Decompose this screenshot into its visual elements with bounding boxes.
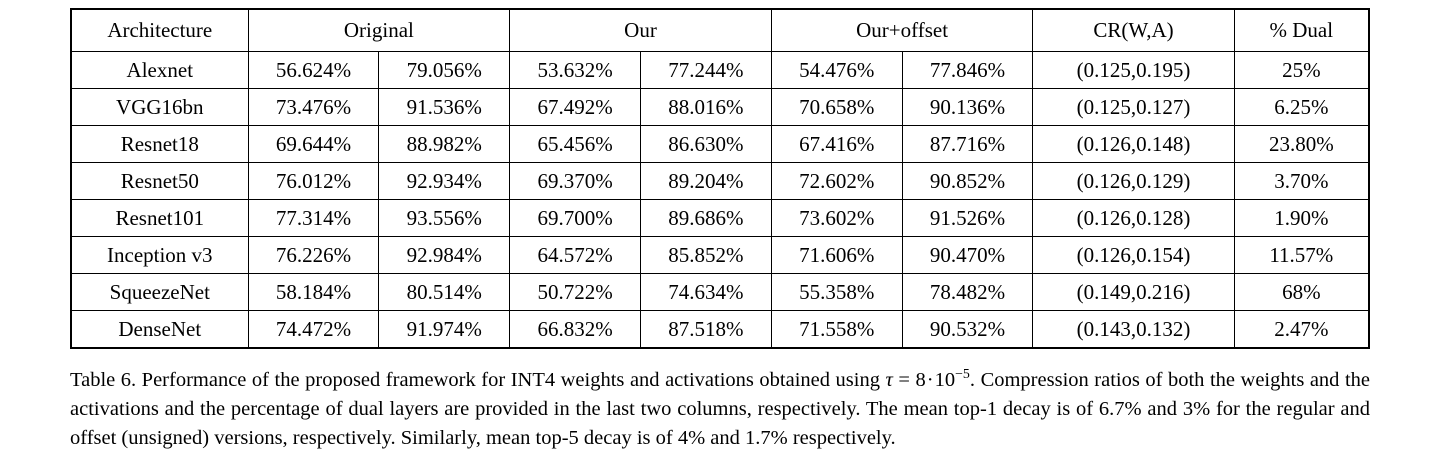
cell-original-top1: 74.472%: [248, 311, 379, 349]
cell-our-top5: 89.686%: [640, 200, 771, 237]
cell-architecture: Resnet50: [71, 163, 248, 200]
table-body: [71, 52, 1369, 349]
cell-offset-top5: 90.136%: [902, 89, 1033, 126]
cell-dual: 25%: [1234, 52, 1369, 89]
cell-cr: (0.126,0.128): [1033, 200, 1234, 237]
caption-equals: =: [892, 368, 916, 391]
cell-dual: 23.80%: [1234, 126, 1369, 163]
cell-our-top1: 65.456%: [510, 126, 641, 163]
table-container: [70, 8, 1370, 349]
cell-architecture: Inception v3: [71, 237, 248, 274]
cell-our-top5: 74.634%: [640, 274, 771, 311]
cell-original-top1: 69.644%: [248, 126, 379, 163]
cell-dual: 1.90%: [1234, 200, 1369, 237]
cell-original-top1: 76.012%: [248, 163, 379, 200]
cell-original-top5: 92.934%: [379, 163, 510, 200]
cell-architecture: SqueezeNet: [71, 274, 248, 311]
table-row: [71, 274, 1369, 311]
table-row: [71, 200, 1369, 237]
cell-our-top5: 85.852%: [640, 237, 771, 274]
cell-our-top5: 88.016%: [640, 89, 771, 126]
cell-offset-top1: 71.558%: [771, 311, 902, 349]
cell-our-top5: 87.518%: [640, 311, 771, 349]
cell-our-top1: 64.572%: [510, 237, 641, 274]
performance-table: [70, 8, 1370, 349]
cell-offset-top5: 90.852%: [902, 163, 1033, 200]
cell-dual: 68%: [1234, 274, 1369, 311]
column-header-original: Original: [248, 9, 510, 52]
cell-offset-top1: 71.606%: [771, 237, 902, 274]
cell-offset-top5: 90.470%: [902, 237, 1033, 274]
cell-our-top5: 77.244%: [640, 52, 771, 89]
cell-offset-top5: 91.526%: [902, 200, 1033, 237]
cell-original-top5: 91.536%: [379, 89, 510, 126]
cell-original-top5: 92.984%: [379, 237, 510, 274]
cell-our-top5: 86.630%: [640, 126, 771, 163]
cell-original-top1: 76.226%: [248, 237, 379, 274]
cell-original-top5: 88.982%: [379, 126, 510, 163]
cell-architecture: Alexnet: [71, 52, 248, 89]
table-head: [71, 9, 1369, 52]
cell-cr: (0.143,0.132): [1033, 311, 1234, 349]
caption-exponent: −5: [955, 367, 970, 382]
caption-tau-symbol: τ: [885, 368, 893, 391]
cell-original-top1: 58.184%: [248, 274, 379, 311]
table-caption: [70, 365, 1370, 453]
column-header-our-offset: Our+offset: [771, 9, 1033, 52]
cell-offset-top5: 87.716%: [902, 126, 1033, 163]
column-header-cr: CR(W,A): [1033, 9, 1234, 52]
cell-offset-top1: 70.658%: [771, 89, 902, 126]
cell-our-top1: 50.722%: [510, 274, 641, 311]
cell-architecture: VGG16bn: [71, 89, 248, 126]
cell-offset-top1: 55.358%: [771, 274, 902, 311]
cell-offset-top5: 78.482%: [902, 274, 1033, 311]
cell-offset-top5: 77.846%: [902, 52, 1033, 89]
cell-original-top5: 80.514%: [379, 274, 510, 311]
cell-our-top1: 69.370%: [510, 163, 641, 200]
cell-dual: 3.70%: [1234, 163, 1369, 200]
caption-base: 10: [934, 368, 956, 391]
cell-cr: (0.126,0.129): [1033, 163, 1234, 200]
cell-our-top1: 66.832%: [510, 311, 641, 349]
cell-architecture: Resnet101: [71, 200, 248, 237]
table-row: [71, 311, 1369, 349]
cell-cr: (0.126,0.148): [1033, 126, 1234, 163]
cell-offset-top1: 67.416%: [771, 126, 902, 163]
cell-offset-top5: 90.532%: [902, 311, 1033, 349]
table-row: [71, 89, 1369, 126]
column-header-our: Our: [510, 9, 772, 52]
cell-offset-top1: 54.476%: [771, 52, 902, 89]
column-header-dual: % Dual: [1234, 9, 1369, 52]
cell-our-top5: 89.204%: [640, 163, 771, 200]
cell-cr: (0.126,0.154): [1033, 237, 1234, 274]
cell-dual: 2.47%: [1234, 311, 1369, 349]
cell-cr: (0.149,0.216): [1033, 274, 1234, 311]
cell-dual: 11.57%: [1234, 237, 1369, 274]
cell-original-top1: 73.476%: [248, 89, 379, 126]
cell-original-top5: 93.556%: [379, 200, 510, 237]
cell-offset-top1: 73.602%: [771, 200, 902, 237]
table-row: [71, 163, 1369, 200]
cell-offset-top1: 72.602%: [771, 163, 902, 200]
cell-cr: (0.125,0.127): [1033, 89, 1234, 126]
table-row: [71, 52, 1369, 89]
cell-original-top1: 77.314%: [248, 200, 379, 237]
caption-multiplication-dot: ·: [926, 368, 934, 391]
cell-original-top5: 91.974%: [379, 311, 510, 349]
table-header-row: [71, 9, 1369, 52]
table-row: [71, 126, 1369, 163]
cell-architecture: DenseNet: [71, 311, 248, 349]
caption-value: 8: [915, 368, 926, 391]
cell-original-top5: 79.056%: [379, 52, 510, 89]
column-header-architecture: Architecture: [71, 9, 248, 52]
caption-text-part2: . Compression ratios of both the weights and the activations and the percentage of dual layers are provided in the last two columns, respectively. The mean top-1 decay is of 6.7% and 3% for the regular and offset (unsigned) versions, respectively. Similarly, mean top-5 decay is of 4% and 1.7% respectively.: [70, 368, 1371, 450]
caption-text-part1: Table 6. Performance of the proposed framework for INT4 weights and activations obtained using: [70, 368, 886, 391]
table-row: [71, 237, 1369, 274]
cell-cr: (0.125,0.195): [1033, 52, 1234, 89]
cell-our-top1: 67.492%: [510, 89, 641, 126]
cell-dual: 6.25%: [1234, 89, 1369, 126]
cell-original-top1: 56.624%: [248, 52, 379, 89]
cell-our-top1: 69.700%: [510, 200, 641, 237]
cell-our-top1: 53.632%: [510, 52, 641, 89]
cell-architecture: Resnet18: [71, 126, 248, 163]
